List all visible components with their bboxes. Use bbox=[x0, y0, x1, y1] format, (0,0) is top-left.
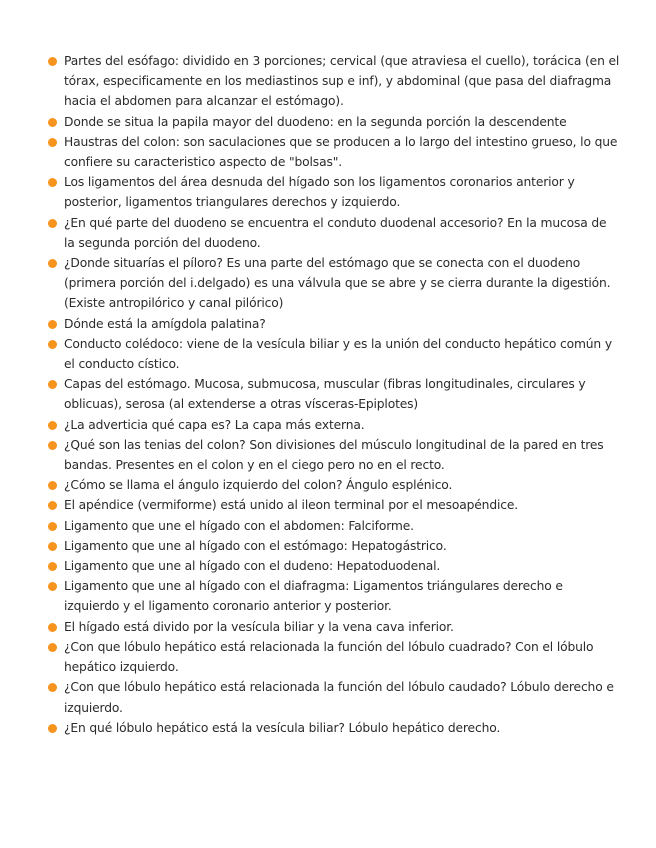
list-item bbox=[48, 172, 620, 212]
list-item-text: Haustras del colon: son saculaciones que se producen a lo largo del intestino grueso, lo que confiere su caracteristico aspecto de "bolsas". bbox=[64, 134, 618, 170]
bullet-dot-icon bbox=[48, 178, 57, 187]
list-item bbox=[48, 495, 620, 515]
list-item bbox=[48, 617, 620, 637]
list-item-text: ¿Qué son las tenias del colon? Son divisiones del músculo longitudinal de la pared en tres bandas. Presentes en el colon y en el ciego pero no en el recto. bbox=[64, 437, 604, 473]
list-item-text: El hígado está divido por la vesícula biliar y la vena cava inferior. bbox=[64, 619, 454, 634]
list-item bbox=[48, 475, 620, 495]
bullet-dot-icon bbox=[48, 562, 57, 571]
list-item bbox=[48, 132, 620, 172]
list-item-text: ¿La adverticia qué capa es? La capa más externa. bbox=[64, 417, 365, 432]
list-item bbox=[48, 435, 620, 475]
bullet-dot-icon bbox=[48, 118, 57, 127]
list-item bbox=[48, 415, 620, 435]
list-item-text: ¿Cómo se llama el ángulo izquierdo del colon? Ángulo esplénico. bbox=[64, 478, 453, 493]
bullet-dot-icon bbox=[48, 219, 57, 228]
list-item bbox=[48, 213, 620, 253]
list-item-text: Los ligamentos del área desnuda del hígado son los ligamentos coronarios anterior y posterior, ligamentos triangulares derechos y izquierdo. bbox=[64, 175, 575, 210]
bullet-dot-icon bbox=[48, 582, 57, 591]
list-item-text: ¿En qué lóbulo hepático está la vesícula biliar? Lóbulo hepático derecho. bbox=[64, 720, 501, 735]
list-item bbox=[48, 637, 620, 677]
bullet-dot-icon bbox=[48, 320, 57, 329]
list-item bbox=[48, 677, 620, 717]
list-item-text: Partes del esófago: dividido en 3 porciones; cervical (que atraviesa el cuello), torácica (en el tórax, especificamente en los mediastinos sup e inf), y abdominal (que pasa del diafragma hacia el abdomen para alcanzar el estómago). bbox=[64, 54, 620, 109]
bullet-dot-icon bbox=[48, 683, 57, 692]
list-item-text: Ligamento que une al hígado con el dudeno: Hepatoduodenal. bbox=[64, 559, 441, 574]
bullet-dot-icon bbox=[48, 481, 57, 490]
bullet-list bbox=[48, 51, 620, 738]
list-item bbox=[48, 576, 620, 616]
list-item bbox=[48, 112, 620, 132]
list-item-text: Dónde está la amígdola palatina? bbox=[64, 316, 266, 331]
bullet-dot-icon bbox=[48, 138, 57, 147]
list-item-text: Capas del estómago. Mucosa, submucosa, muscular (fibras longitudinales, circulares y oblicuas), serosa (al extenderse a otras vísceras-Epiplotes) bbox=[64, 377, 586, 412]
list-item bbox=[48, 374, 620, 414]
list-item-text: Ligamento que une el hígado con el abdomen: Falciforme. bbox=[64, 518, 414, 533]
list-item-text: ¿Con que lóbulo hepático está relacionada la función del lóbulo cuadrado? Con el lóbulo hepático izquierdo. bbox=[64, 639, 594, 675]
list-item-text: Ligamento que une al hígado con el estómago: Hepatogástrico. bbox=[64, 538, 447, 553]
bullet-dot-icon bbox=[48, 380, 57, 389]
list-item-text: Conducto colédoco: viene de la vesícula biliar y es la unión del conducto hepático común y el conducto cístico. bbox=[64, 336, 612, 372]
bullet-dot-icon bbox=[48, 57, 57, 66]
list-item bbox=[48, 556, 620, 576]
list-item bbox=[48, 516, 620, 536]
list-item-text: ¿Donde situarías el píloro? Es una parte del estómago que se conecta con el duodeno (primera porción del i.delgado) es una válvula que se abre y se cierra durante la digestión. (Existe antropilórico y canal pilórico) bbox=[64, 256, 611, 311]
bullet-dot-icon bbox=[48, 522, 57, 531]
bullet-dot-icon bbox=[48, 421, 57, 430]
list-item bbox=[48, 536, 620, 556]
bullet-dot-icon bbox=[48, 623, 57, 632]
bullet-dot-icon bbox=[48, 259, 57, 268]
list-item-text: El apéndice (vermiforme) está unido al ileon terminal por el mesoapéndice. bbox=[64, 498, 519, 513]
list-item bbox=[48, 718, 620, 738]
list-item-text: ¿En qué parte del duodeno se encuentra el conduto duodenal accesorio? En la mucosa de la segunda porción del duodeno. bbox=[64, 215, 607, 250]
bullet-dot-icon bbox=[48, 724, 57, 733]
bullet-dot-icon bbox=[48, 643, 57, 652]
bullet-dot-icon bbox=[48, 441, 57, 450]
list-item bbox=[48, 253, 620, 314]
list-item-text: Ligamento que une al hígado con el diafragma: Ligamentos triángulares derecho e izquierdo y el ligamento coronario anterior y posterior. bbox=[64, 579, 563, 614]
list-item bbox=[48, 51, 620, 112]
list-item bbox=[48, 334, 620, 374]
list-item bbox=[48, 314, 620, 334]
bullet-dot-icon bbox=[48, 501, 57, 510]
list-item-text: Donde se situa la papila mayor del duodeno: en la segunda porción la descendente bbox=[64, 114, 567, 129]
list-item-text: ¿Con que lóbulo hepático está relacionada la función del lóbulo caudado? Lóbulo derecho e izquierdo. bbox=[64, 680, 614, 715]
bullet-dot-icon bbox=[48, 340, 57, 349]
bullet-dot-icon bbox=[48, 542, 57, 551]
